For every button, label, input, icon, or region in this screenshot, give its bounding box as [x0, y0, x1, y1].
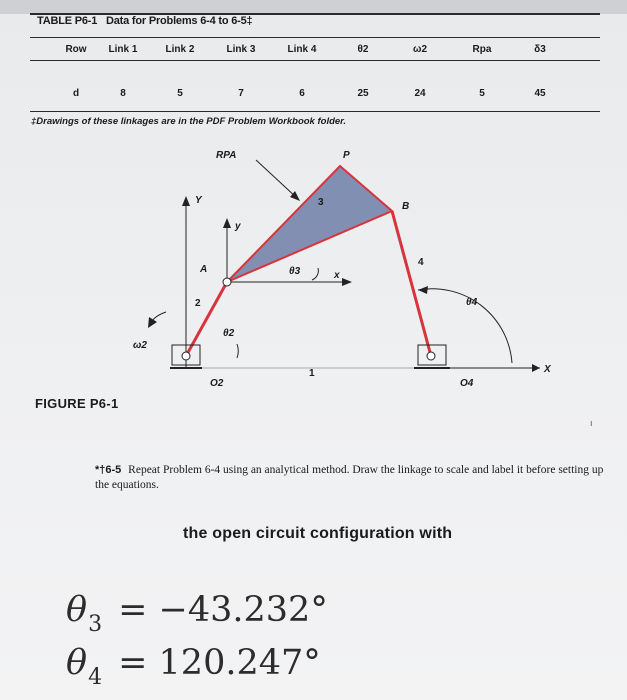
table-header-cell: Link 1	[108, 44, 138, 55]
table-caption: Data for Problems 6-4 to 6-5	[106, 15, 247, 27]
table-cell: 24	[414, 88, 426, 99]
theta2-arc	[237, 344, 238, 358]
eq2-symbol: θ	[66, 643, 88, 683]
table-cell: 5	[177, 88, 183, 99]
margin-mark: ı	[590, 418, 593, 428]
label-link3: 3	[318, 197, 324, 208]
table-header-cell: ω2	[412, 44, 428, 55]
eq2-value: = 120.247°	[118, 643, 321, 683]
theta3-arc	[312, 268, 318, 280]
label-link1: 1	[309, 368, 315, 379]
label-omega2: ω2	[133, 340, 147, 351]
x-axis-arrow	[532, 364, 540, 372]
top-bar	[0, 0, 627, 14]
table-cell: 8	[120, 88, 126, 99]
label-p: P	[343, 150, 350, 161]
label-a: A	[200, 264, 208, 275]
table-header-cell: Link 4	[287, 44, 317, 55]
table-label: TABLE P6-1	[37, 15, 98, 27]
table-header-cell: Link 3	[226, 44, 256, 55]
label-theta3: θ3	[289, 266, 301, 277]
label-o2: O2	[210, 378, 224, 389]
label-theta4: θ4	[466, 297, 478, 308]
table-footnote: ‡Drawings of these linkages are in the PDF Problem Workbook folder.	[31, 116, 346, 127]
label-b: B	[402, 201, 410, 212]
pin-a	[223, 278, 231, 286]
rpa-leader	[256, 160, 297, 198]
problem-number: *†6-5	[95, 464, 122, 476]
eq2-subscript: 4	[88, 665, 103, 690]
answer-intro: the open circuit configuration with	[183, 525, 453, 542]
table-cell: 5	[479, 88, 485, 99]
equation-theta4	[66, 643, 321, 690]
problem-statement	[95, 463, 610, 493]
local-y-arrow	[223, 218, 231, 228]
equation-theta3	[66, 590, 328, 637]
table-header-cell: Link 2	[165, 44, 195, 55]
label-y-big: Y	[195, 195, 202, 206]
table-mid-rule	[30, 60, 600, 61]
coupler-link-3	[227, 166, 392, 282]
theta4-arrow	[418, 286, 428, 294]
eq1-value: = −43.232°	[118, 590, 328, 630]
table-bottom-rule	[30, 111, 600, 112]
y-axis-arrow	[182, 196, 190, 206]
label-link2: 2	[195, 298, 201, 309]
problem-text: Repeat Problem 6-4 using an analytical method. Draw the linkage to scale and label it before setting up the equations.	[95, 464, 604, 491]
eq1-subscript: 3	[88, 612, 103, 637]
label-x-small: x	[334, 270, 340, 281]
table-caption-mark: ‡	[246, 15, 253, 27]
table-cell: 25	[357, 88, 369, 99]
table-cell: 7	[238, 88, 244, 99]
ground-pivot-o4	[414, 345, 450, 368]
table-header-cell: θ2	[357, 44, 369, 55]
label-x-big: X	[544, 364, 551, 375]
label-link4: 4	[418, 257, 424, 268]
table-header-cell: Row	[65, 44, 87, 55]
table-title	[37, 15, 252, 27]
table-cell: 6	[299, 88, 305, 99]
local-x-arrow	[342, 278, 352, 286]
rocker-link-4	[392, 211, 431, 356]
label-rpa: RPA	[216, 150, 237, 161]
label-theta2: θ2	[223, 328, 235, 339]
label-y-small: y	[235, 221, 241, 232]
linkage-diagram	[0, 140, 627, 410]
table-cell: d	[72, 88, 80, 99]
figure-caption: FIGURE P6-1	[35, 396, 119, 411]
label-o4: O4	[460, 378, 474, 389]
table-header-rule	[30, 37, 600, 38]
eq1-symbol: θ	[66, 590, 88, 630]
table-cell: 45	[534, 88, 546, 99]
table-header-cell: Rpa	[472, 44, 492, 55]
table-header-cell: δ3	[534, 44, 546, 55]
omega2-arrow	[148, 317, 157, 328]
